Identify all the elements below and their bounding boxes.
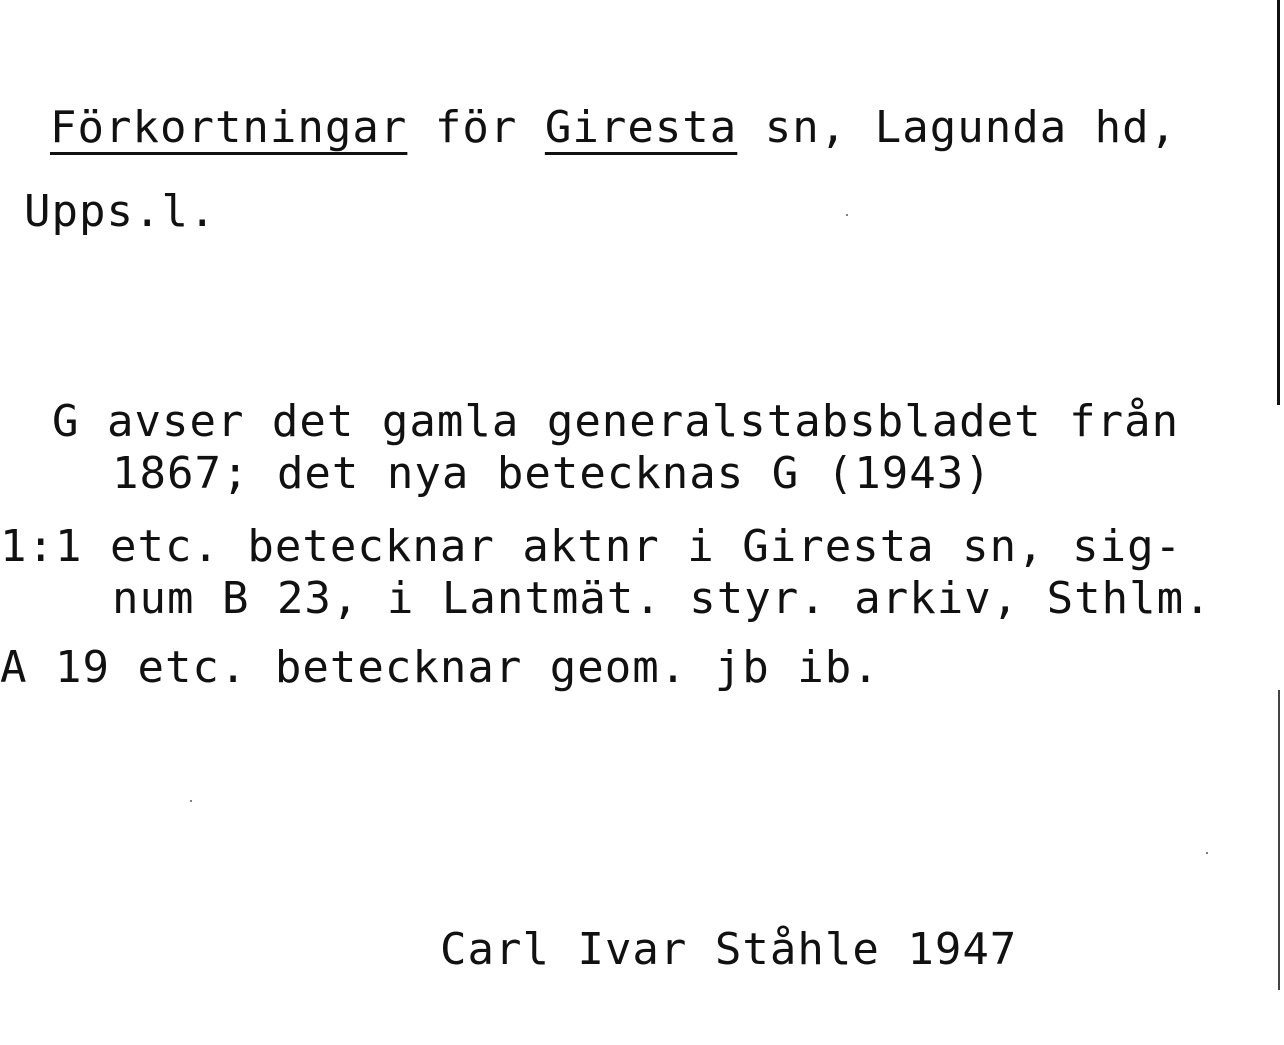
scan-speck — [1206, 852, 1208, 854]
signature-line: Carl Ivar Ståhle 1947 — [440, 924, 1018, 975]
card-edge-shadow-top — [1277, 0, 1280, 405]
title-abbreviations-word: Förkortningar — [50, 102, 408, 153]
title-for-word: för — [434, 102, 518, 153]
entry-g-line-1: G avser det gamla generalstabsbladet från — [52, 396, 1180, 447]
card-title — [50, 102, 1178, 153]
entry-g-line-2: 1867; det nya betecknas G (1943) — [112, 448, 992, 499]
title-parish-name: Giresta — [544, 102, 738, 153]
title-county: Upps.l. — [24, 186, 217, 237]
entry-jb-line: A 19 etc. betecknar geom. jb ib. — [0, 642, 880, 693]
card-edge-shadow-bottom — [1278, 690, 1280, 990]
entry-aktnr-line-2: num B 23, i Lantmät. styr. arkiv, Sthlm. — [112, 573, 1212, 624]
scan-speck — [190, 800, 192, 802]
entry-aktnr-line-1: 1:1 etc. betecknar aktnr i Giresta sn, sig- — [0, 521, 1183, 572]
title-district: sn, Lagunda hd, — [764, 102, 1178, 153]
scan-speck — [846, 214, 848, 216]
